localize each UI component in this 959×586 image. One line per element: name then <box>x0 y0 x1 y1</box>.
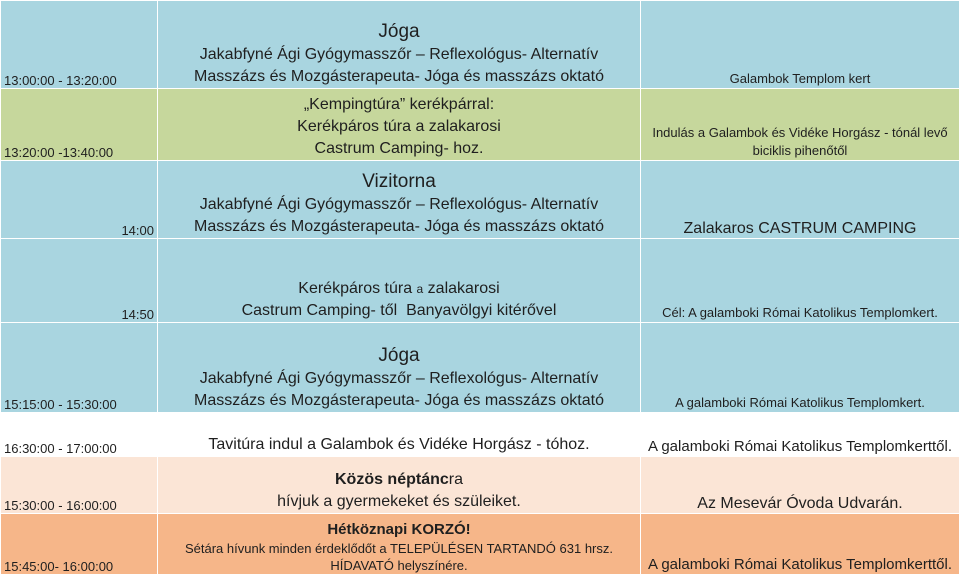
table-row <box>1 239 959 323</box>
program-line: hívjuk a gyermekeket és szüleiket. <box>277 493 521 510</box>
program-text: Közös néptánc <box>334 471 449 488</box>
location-cell: Az Mesevár Óvoda Udvarán. <box>641 457 959 514</box>
time-cell: 14:00 <box>1 161 158 239</box>
program-line: Tavitúra indul a Galambok és Vidéke Horgász - tóhoz. <box>208 436 590 453</box>
program-cell <box>158 514 641 575</box>
time-cell: 16:30:00 - 17:00:00 <box>1 413 158 457</box>
location-cell <box>641 89 959 161</box>
program-cell <box>158 413 641 457</box>
location-cell: Cél: A galamboki Római Katolikus Templomkert. <box>641 239 959 323</box>
program-line: HÍDAVATÓ helyszínére. <box>330 558 468 573</box>
time-cell: 14:50 <box>1 239 158 323</box>
program-line: Masszázs és Mozgásterapeuta- Jóga és masszázs oktató <box>194 68 604 85</box>
program-line: Kerékpáros túra a zalakarosi <box>297 118 501 135</box>
program-text: zalakarosi <box>423 280 500 297</box>
program-cell <box>158 161 641 239</box>
time-cell: 15:45:00- 16:00:00 <box>1 514 158 575</box>
time-cell: 13:00:00 - 13:20:00 <box>1 1 158 89</box>
program-line: „Kempingtúra” kerékpárral: <box>303 96 495 113</box>
program-line: Castrum Camping- hoz. <box>314 140 484 157</box>
program-cell <box>158 239 641 323</box>
program-text: a <box>416 282 424 296</box>
location-cell: A galamboki Római Katolikus Templomkert. <box>641 323 959 413</box>
program-title: Jóga <box>378 345 420 366</box>
program-title: Jóga <box>378 21 420 42</box>
program-line: Hétköznapi KORZÓ! <box>327 521 471 538</box>
time-cell: 13:20:00 -13:40:00 <box>1 89 158 161</box>
program-cell <box>158 457 641 514</box>
location-line: Indulás a Galambok és Vidéke Horgász - tónál levő <box>652 125 948 140</box>
location-cell: Galambok Templom kert <box>641 1 959 89</box>
program-cell <box>158 1 641 89</box>
program-line: Jakabfyné Ági Gyógymasszőr – Reflexológus- Alternatív <box>199 370 599 387</box>
program-line: Jakabfyné Ági Gyógymasszőr – Reflexológus- Alternatív <box>199 46 599 63</box>
program-cell <box>158 323 641 413</box>
program-line: Masszázs és Mozgásterapeuta- Jóga és masszázs oktató <box>194 218 604 235</box>
program-text: Kerékpáros túra <box>298 280 417 297</box>
table-row <box>1 323 959 413</box>
program-line: Castrum Camping- től Banyavölgyi kitérővel <box>241 302 557 319</box>
table-row <box>1 514 959 575</box>
location-cell: A galamboki Római Katolikus Templomkerttől. <box>641 413 959 457</box>
location-line: biciklis pihenőtől <box>752 143 848 158</box>
program-line: Sétára hívunk minden érdeklődőt a TELEPÜLÉSEN TARTANDÓ 631 hrsz. <box>184 541 613 556</box>
program-line <box>161 469 637 491</box>
table-row <box>1 413 959 457</box>
program-cell <box>158 89 641 161</box>
program-line: Masszázs és Mozgásterapeuta- Jóga és masszázs oktató <box>194 392 604 409</box>
table-row <box>1 89 959 161</box>
location-cell: Zalakaros CASTRUM CAMPING <box>641 161 959 239</box>
program-title: Vizitorna <box>362 171 436 192</box>
time-cell: 15:30:00 - 16:00:00 <box>1 457 158 514</box>
table-row <box>1 1 959 89</box>
time-cell: 15:15:00 - 15:30:00 <box>1 323 158 413</box>
table-row <box>1 457 959 514</box>
table-row <box>1 161 959 239</box>
program-line <box>161 278 637 300</box>
location-cell: A galamboki Római Katolikus Templomkerttől. <box>641 514 959 575</box>
program-line: Jakabfyné Ági Gyógymasszőr – Reflexológus- Alternatív <box>199 196 599 213</box>
program-text: ra <box>448 471 464 488</box>
